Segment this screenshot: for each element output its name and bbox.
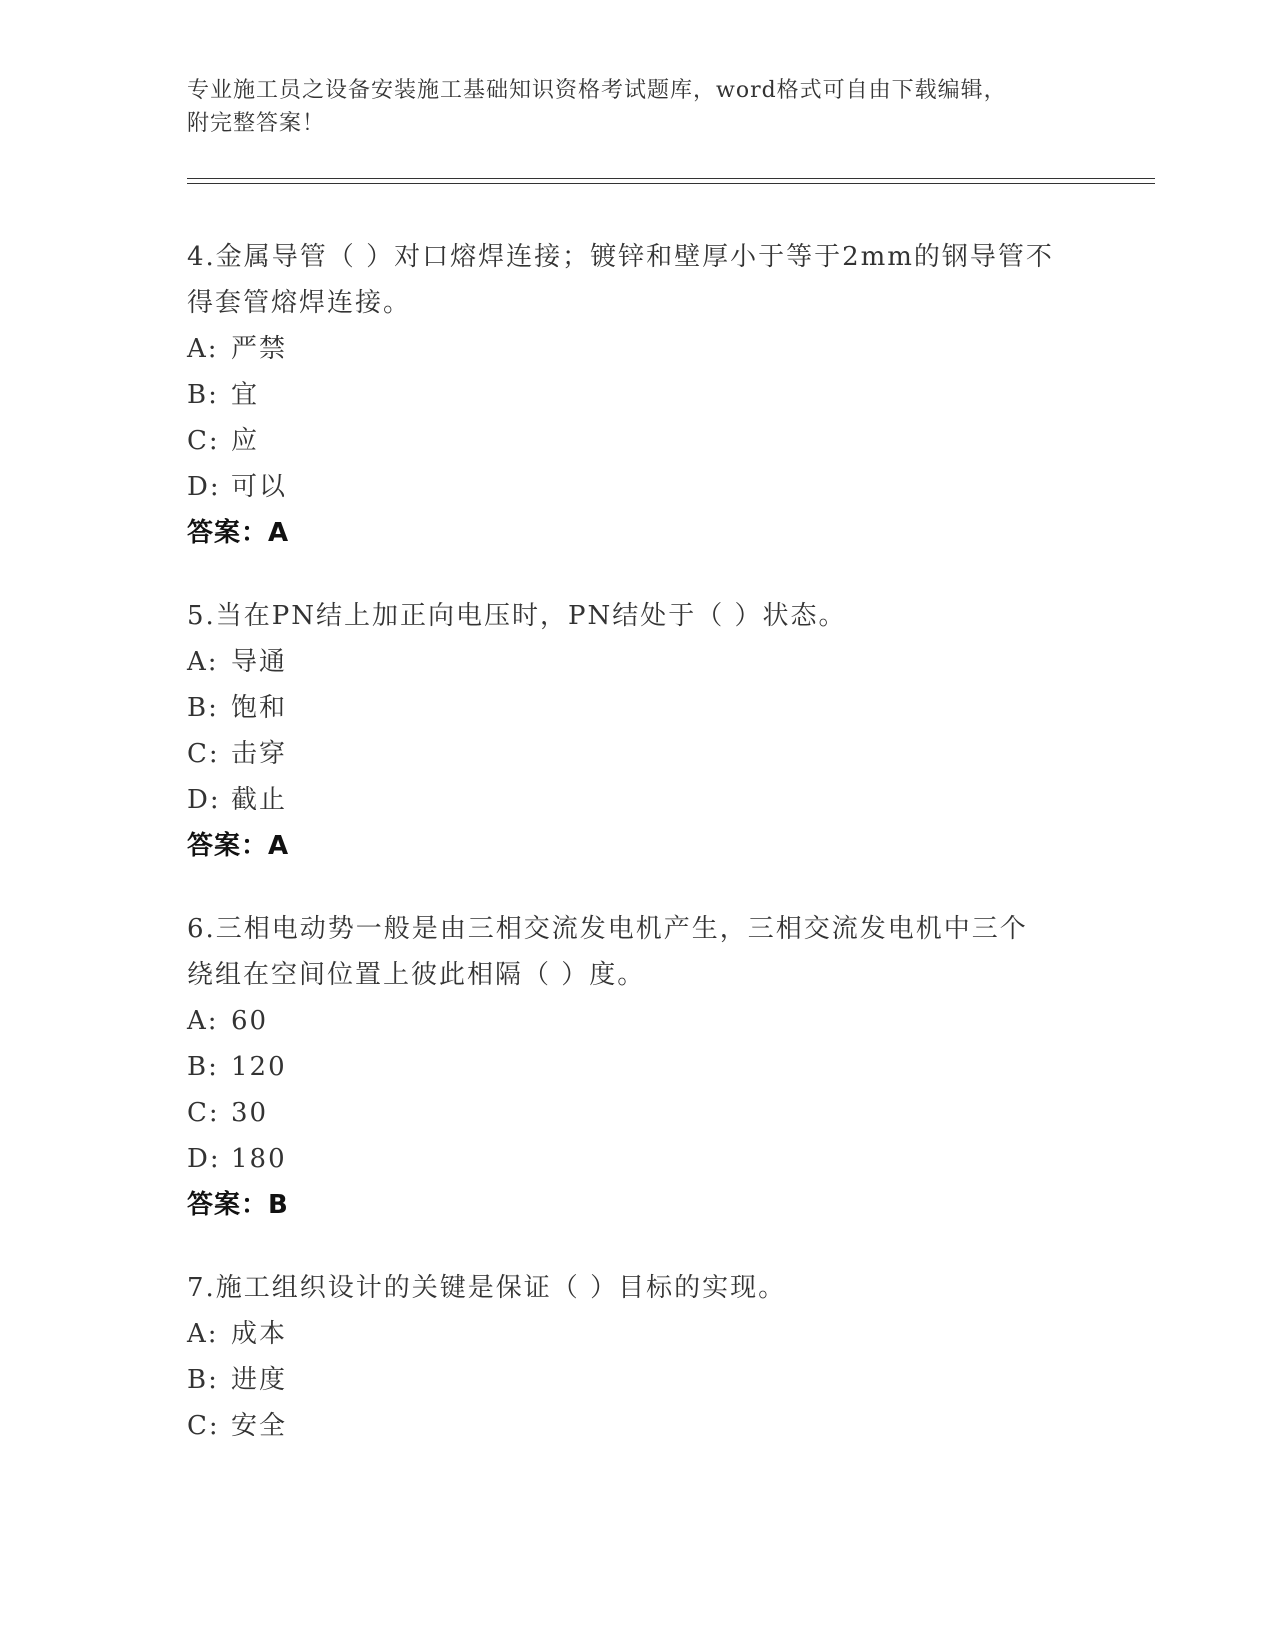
question-stem-line-1: 4.金属导管（ ）对口熔焊连接；镀锌和壁厚小于等于2mm的钢导管不 — [187, 242, 1054, 272]
option-b — [187, 372, 1087, 418]
question-7 — [187, 1265, 1087, 1449]
option-c — [187, 1403, 1087, 1449]
header-line-1: 专业施工员之设备安装施工基础知识资格考试题库，word格式可自由下载编辑， — [187, 78, 1007, 103]
option-c — [187, 1090, 1087, 1136]
header-double-rule — [187, 178, 1155, 184]
option-text: 成本 — [231, 1319, 288, 1349]
question-stem-line-2: 绕组在空间位置上彼此相隔（ ）度。 — [187, 960, 646, 990]
option-b — [187, 1357, 1087, 1403]
option-key: C: — [187, 426, 220, 456]
option-text: 安全 — [231, 1411, 288, 1441]
option-key: B: — [187, 380, 219, 410]
option-d — [187, 464, 1087, 510]
option-a — [187, 639, 1087, 685]
option-a — [187, 998, 1087, 1044]
document-header — [187, 74, 1087, 140]
option-a — [187, 1311, 1087, 1357]
option-key: B: — [187, 1365, 219, 1395]
option-text: 120 — [231, 1052, 287, 1082]
question-stem-line-1: 6.三相电动势一般是由三相交流发电机产生，三相交流发电机中三个 — [187, 914, 1028, 944]
option-key: D: — [187, 472, 221, 502]
option-d — [187, 777, 1087, 823]
option-b — [187, 685, 1087, 731]
option-key: C: — [187, 1098, 220, 1128]
option-key: A: — [187, 1006, 219, 1036]
option-text: 饱和 — [231, 693, 288, 723]
option-text: 30 — [231, 1098, 269, 1128]
question-6 — [187, 906, 1087, 1228]
question-stem-line-1: 7.施工组织设计的关键是保证（ ）目标的实现。 — [187, 1273, 787, 1303]
option-key: B: — [187, 693, 219, 723]
option-d — [187, 1136, 1087, 1182]
option-text: 可以 — [231, 472, 288, 502]
option-b — [187, 1044, 1087, 1090]
question-list — [187, 234, 1087, 1486]
option-text: 180 — [231, 1144, 287, 1174]
option-key: D: — [187, 785, 221, 815]
option-c — [187, 418, 1087, 464]
option-text: 击穿 — [231, 739, 288, 769]
option-text: 严禁 — [231, 334, 288, 364]
option-key: B: — [187, 1052, 219, 1082]
answer-line: 答案：A — [187, 518, 290, 548]
option-key: D: — [187, 1144, 221, 1174]
option-text: 应 — [231, 426, 260, 456]
option-key: C: — [187, 739, 220, 769]
header-line-2: 附完整答案！ — [187, 111, 326, 136]
option-text: 60 — [231, 1006, 269, 1036]
question-stem-line-1: 5.当在PN结上加正向电压时，PN结处于（ ）状态。 — [187, 601, 847, 631]
option-text: 进度 — [231, 1365, 288, 1395]
option-key: A: — [187, 647, 219, 677]
option-key: A: — [187, 334, 219, 364]
answer-line: 答案：A — [187, 831, 290, 861]
question-4 — [187, 234, 1087, 556]
option-text: 宜 — [231, 380, 260, 410]
option-key: C: — [187, 1411, 220, 1441]
option-a — [187, 326, 1087, 372]
question-stem-line-2: 得套管熔焊连接。 — [187, 288, 412, 318]
option-c — [187, 731, 1087, 777]
option-text: 截止 — [231, 785, 288, 815]
option-key: A: — [187, 1319, 219, 1349]
answer-line: 答案：B — [187, 1190, 289, 1220]
option-text: 导通 — [231, 647, 288, 677]
question-5 — [187, 593, 1087, 869]
